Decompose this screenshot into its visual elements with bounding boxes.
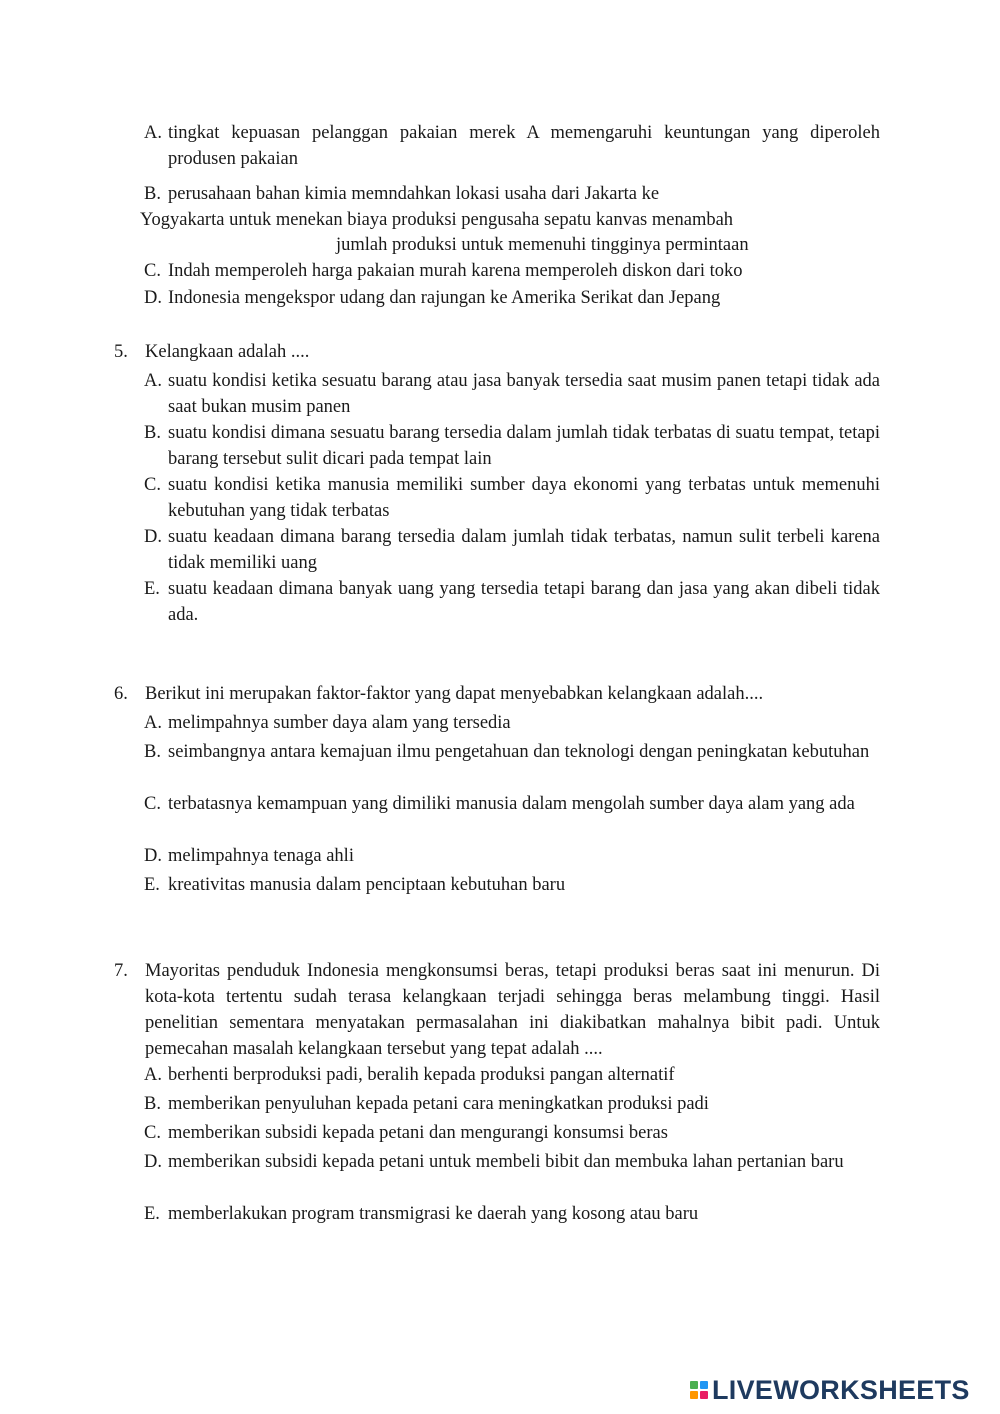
option-letter: B. [144, 1094, 161, 1114]
liveworksheets-logo-icon [690, 1381, 708, 1399]
option-text: seimbangnya antara kemajuan ilmu pengetahuan dan teknologi dengan peningkatan kebutuhan [168, 742, 870, 762]
option-letter: E. [144, 579, 160, 599]
option-letter: E. [144, 875, 160, 895]
logo-tile [700, 1391, 708, 1399]
option-text: memberikan subsidi kepada petani dan mengurangi konsumsi beras [168, 1123, 668, 1143]
option-text: suatu kondisi dimana sesuatu barang tersedia dalam jumlah tidak terbatas di suatu tempat, tetapi barang tersebut sulit dicari pada tempat lain [168, 423, 880, 469]
logo-tile [690, 1391, 698, 1399]
q7-option-a [144, 1062, 880, 1088]
option-text: suatu kondisi ketika sesuatu barang atau jasa banyak tersedia saat musim panen tetapi tidak ada saat bukan musim panen [168, 371, 880, 417]
q4-option-c [144, 258, 880, 284]
option-text: Indah memperoleh harga pakaian murah karena memperoleh diskon dari toko [168, 261, 743, 281]
option-letter: C. [144, 475, 161, 495]
question-text: Berikut ini merupakan faktor-faktor yang dapat menyebabkan kelangkaan adalah.... [145, 684, 764, 704]
question-number: 5. [114, 342, 128, 362]
option-letter: A. [144, 123, 162, 143]
option-text: memberikan penyuluhan kepada petani cara meningkatkan produksi padi [168, 1094, 709, 1114]
logo-tile [690, 1381, 698, 1389]
option-text-line-3: jumlah produksi untuk memenuhi tingginya permintaan [336, 235, 749, 255]
logo-tile [700, 1381, 708, 1389]
q4-option-d [144, 285, 880, 311]
q6-option-d [144, 843, 880, 869]
q7-option-b [144, 1091, 880, 1117]
option-letter: D. [144, 1152, 162, 1172]
q4-option-a [144, 120, 880, 172]
q5-option-a [144, 368, 880, 420]
option-text-line-2: Yogyakarta untuk menekan biaya produksi pengusaha sepatu kanvas menambah [140, 210, 734, 230]
q6-option-e [144, 872, 880, 898]
question-6 [114, 681, 880, 707]
option-letter: B. [144, 742, 161, 762]
option-text: melimpahnya tenaga ahli [168, 846, 354, 866]
option-text: memberlakukan program transmigrasi ke daerah yang kosong atau baru [168, 1204, 699, 1224]
q5-option-e [144, 576, 880, 628]
option-text: tingkat kepuasan pelanggan pakaian merek A memengaruhi keuntungan yang diperoleh produsen pakaian [168, 123, 880, 169]
option-text: Indonesia mengekspor udang dan rajungan ke Amerika Serikat dan Jepang [168, 288, 721, 308]
option-letter: A. [144, 371, 162, 391]
option-letter: C. [144, 1123, 161, 1143]
option-letter: D. [144, 527, 162, 547]
option-text: suatu keadaan dimana banyak uang yang tersedia tetapi barang dan jasa yang akan dibeli tidak ada. [168, 579, 880, 625]
option-letter: A. [144, 1065, 162, 1085]
option-letter: C. [144, 794, 161, 814]
q7-option-d [144, 1149, 880, 1175]
option-letter: A. [144, 713, 162, 733]
option-text: kreativitas manusia dalam penciptaan kebutuhan baru [168, 875, 566, 895]
option-text-line-1: perusahaan bahan kimia memndahkan lokasi usaha dari Jakarta ke [168, 184, 660, 204]
question-number: 6. [114, 684, 128, 704]
q7-option-e [144, 1201, 880, 1227]
option-letter: D. [144, 846, 162, 866]
question-7 [114, 958, 880, 1062]
question-text: Kelangkaan adalah .... [145, 342, 310, 362]
option-text: terbatasnya kemampuan yang dimiliki manusia dalam mengolah sumber daya alam yang ada [168, 794, 855, 814]
question-text: Mayoritas penduduk Indonesia mengkonsumsi beras, tetapi produksi beras saat ini menurun. Di kota-kota tertentu sudah terasa kelangkaan terjadi sehingga beras melambung tinggi. Hasil penelitian sementara menyatakan permasalahan ini diakibatkan mahalnya bibit padi. Untuk pemecahan masalah kelangkaan tersebut yang tepat adalah .... [145, 961, 880, 1059]
option-text: melimpahnya sumber daya alam yang tersedia [168, 713, 511, 733]
option-letter: E. [144, 1204, 160, 1224]
q7-option-c [144, 1120, 880, 1146]
option-letter: B. [144, 423, 161, 443]
option-letter: C. [144, 261, 161, 281]
option-text: memberikan subsidi kepada petani untuk membeli bibit dan membuka lahan pertanian baru [168, 1152, 844, 1172]
brand-wordmark: LIVEWORKSHEETS [712, 1374, 970, 1405]
q5-option-b [144, 420, 880, 472]
option-text: berhenti berproduksi padi, beralih kepada produksi pangan alternatif [168, 1065, 675, 1085]
option-letter: B. [144, 184, 161, 204]
q6-option-c [144, 791, 880, 817]
question-5 [114, 339, 880, 365]
q5-option-c [144, 472, 880, 524]
question-number: 7. [114, 961, 128, 981]
q6-option-b [144, 739, 880, 765]
option-letter: D. [144, 288, 162, 308]
liveworksheets-brand [690, 1372, 970, 1408]
option-text: suatu keadaan dimana barang tersedia dalam jumlah tidak terbatas, namun sulit terbeli karena tidak memiliki uang [168, 527, 880, 573]
q6-option-a [144, 710, 880, 736]
q5-option-d [144, 524, 880, 576]
option-text: suatu kondisi ketika manusia memiliki sumber daya ekonomi yang terbatas untuk memenuhi kebutuhan yang tidak terbatas [168, 475, 880, 521]
